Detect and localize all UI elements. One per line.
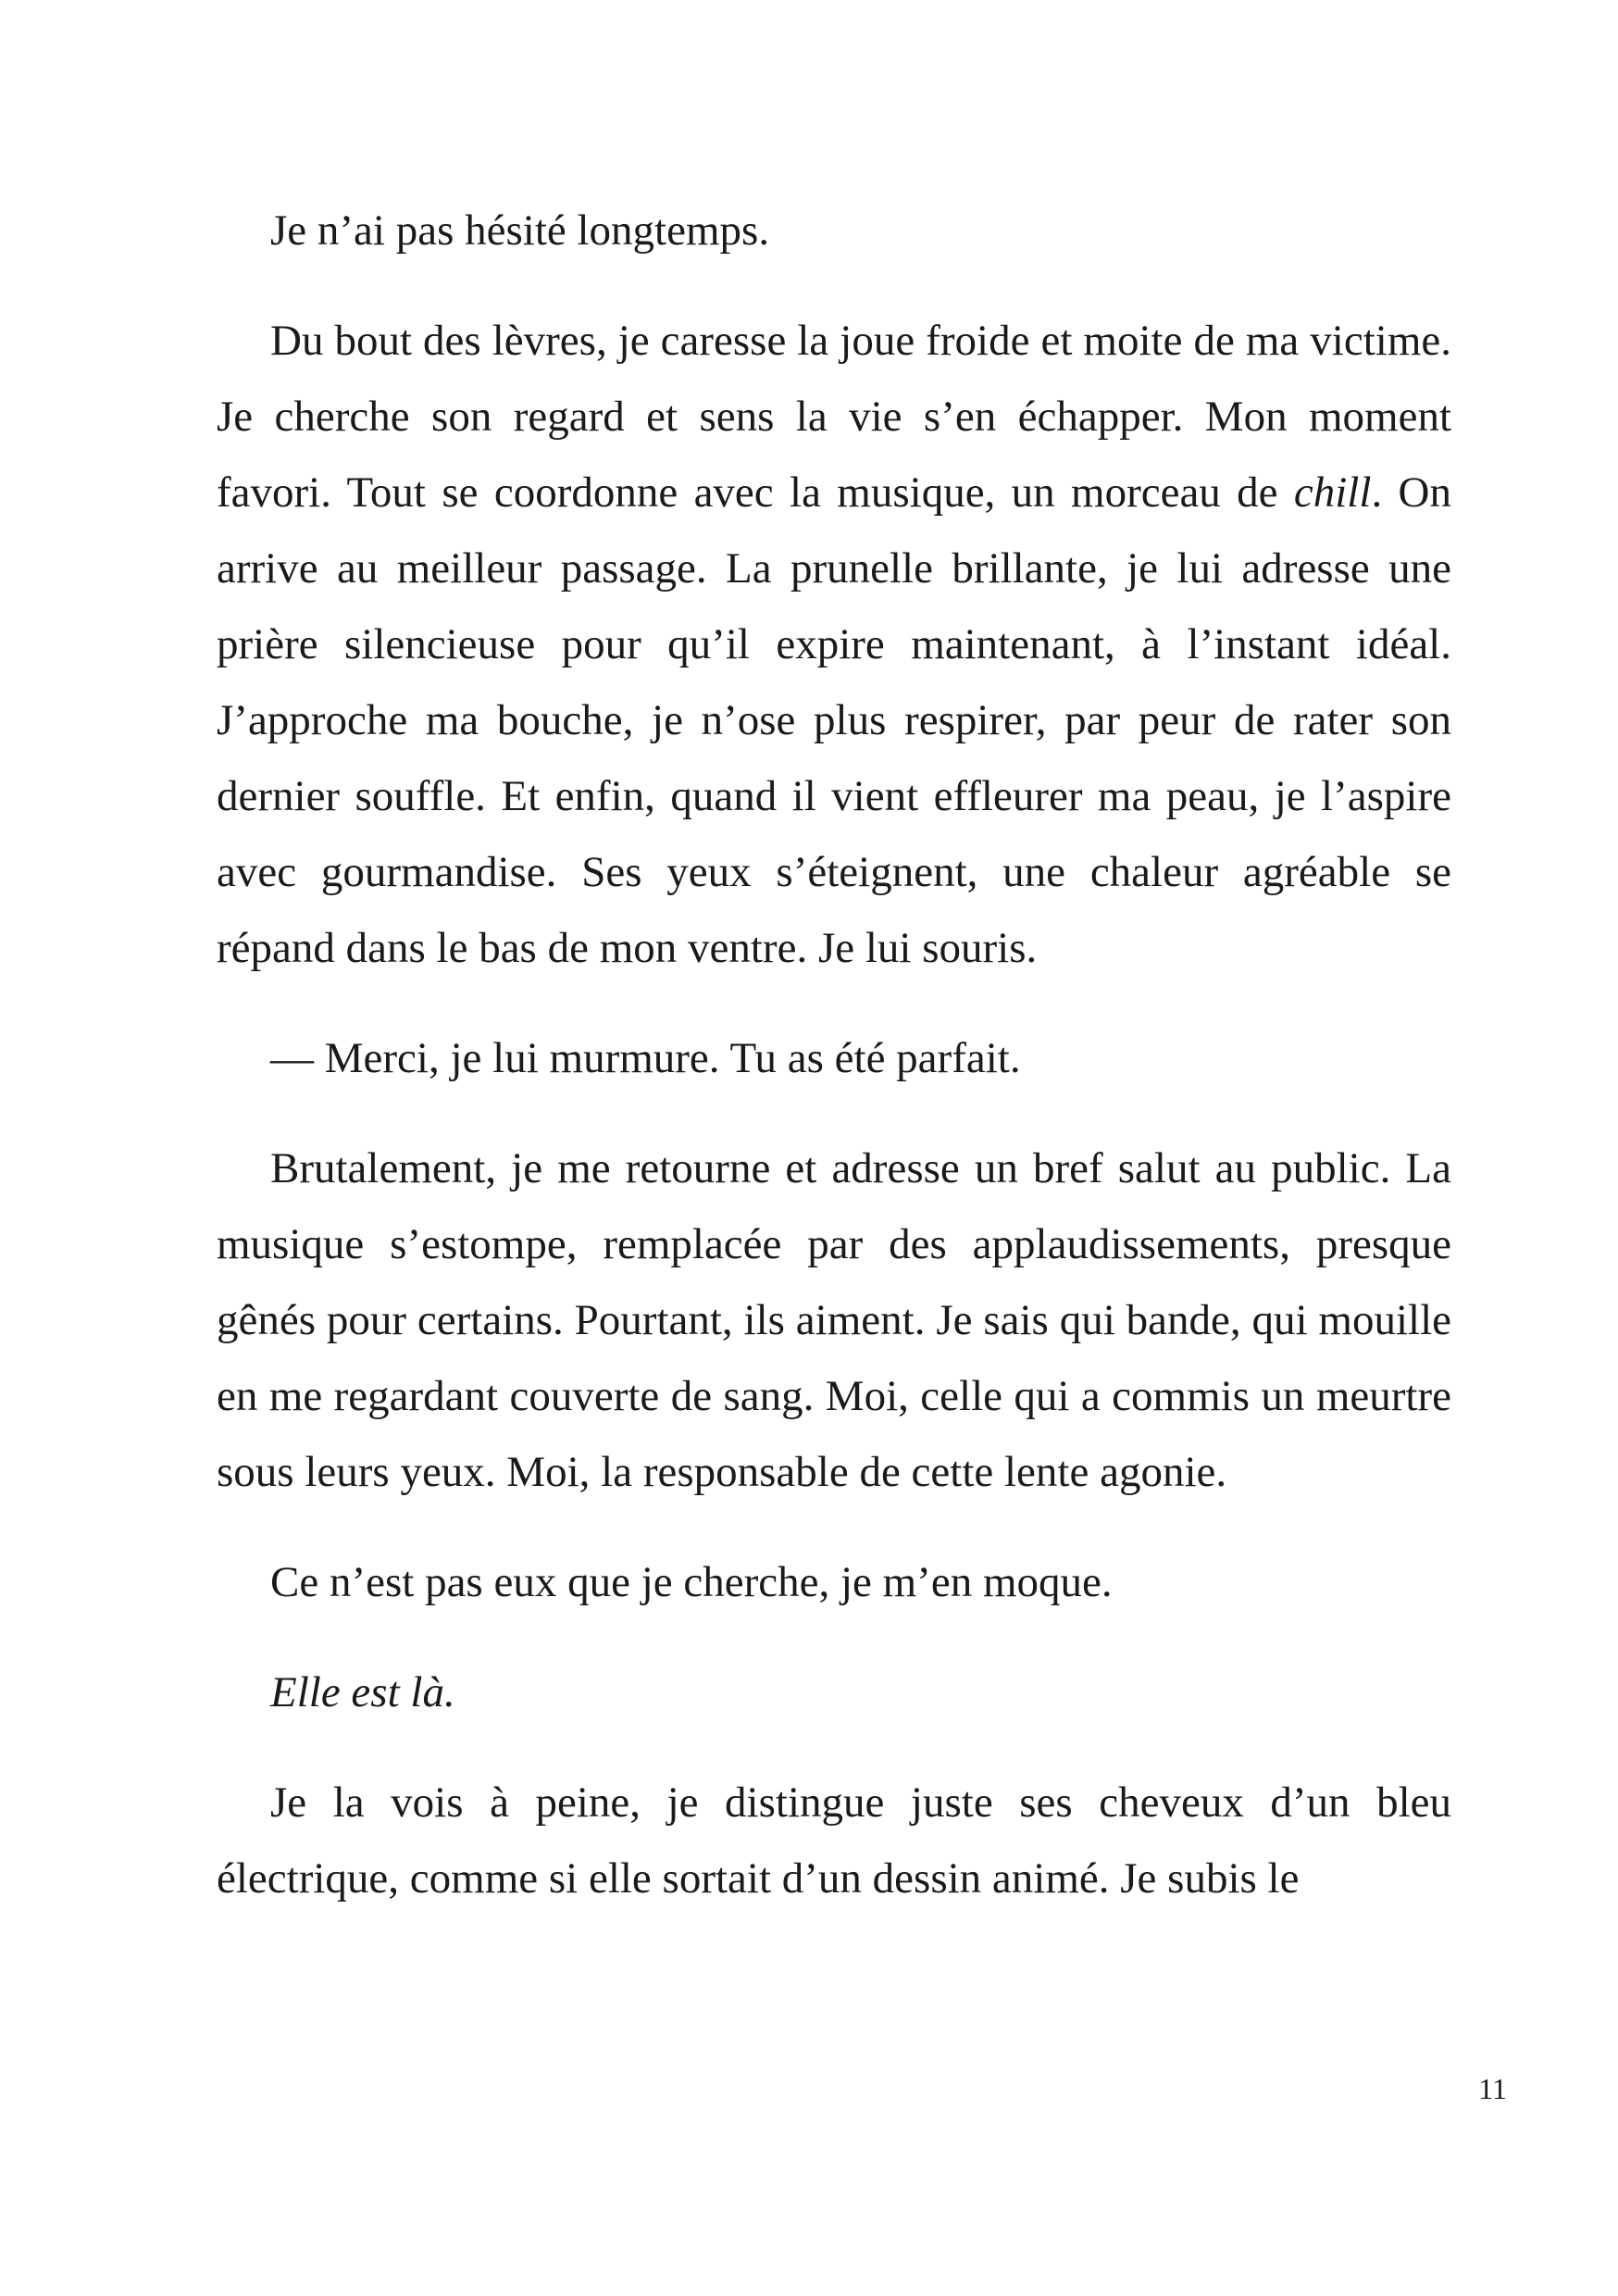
paragraph-3-dialogue [217,1020,1451,1096]
paragraph-7 [217,1765,1451,1916]
paragraph-4-text: Brutalement, je me retourne et adresse un bref salut au public. La musique s’estompe, remplacée par des applaudissements, presque gênés pour certains. Pourtant, ils aiment. Je sais qui bande, qui mouille en me regardant couverte de sang. Moi, celle qui a commis un meurtre sous leurs yeux. Moi, la responsable de cette lente agonie. [217,1144,1451,1496]
italic-word-chill: chill [1293,468,1372,517]
paragraph-2 [217,303,1451,986]
paragraph-1-text: Je n’ai pas hésité longtemps. [270,206,770,255]
paragraph-7-text: Je la vois à peine, je distingue juste ses cheveux d’un bleu électrique, comme si elle sortait d’un dessin animé. Je subis le [217,1778,1451,1903]
paragraph-5-text: Ce n’est pas eux que je cherche, je m’en moque. [270,1558,1113,1606]
page-number: 11 [1478,2072,1507,2105]
paragraph-1 [217,193,1451,268]
paragraph-2-text-start: Du bout des lèvres, je caresse la joue froide et moite de ma victime. Je cherche son regard et sens la vie s’en échapper. Mon moment favori. Tout se coordonne avec la musique, un morceau de [217,317,1451,517]
paragraph-2-text-end: . On arrive au meilleur passage. La prunelle brillante, je lui adresse une prière silencieuse pour qu’il expire maintenant, à l’instant idéal. J’approche ma bouche, je n’ose plus respirer, par peur de rater son dernier souffle. Et enfin, quand il vient effleurer ma peau, je l’aspire avec gourmandise. Ses yeux s’éteignent, une chaleur agréable se répand dans le bas de mon ventre. Je lui souris. [217,468,1451,972]
paragraph-3-text: — Merci, je lui murmure. Tu as été parfait. [270,1034,1021,1082]
paragraph-6-italic [217,1654,1451,1730]
paragraph-4 [217,1130,1451,1510]
body-text [217,193,1451,1916]
paragraph-6-text: Elle est là. [270,1668,455,1716]
paragraph-5 [217,1544,1451,1620]
